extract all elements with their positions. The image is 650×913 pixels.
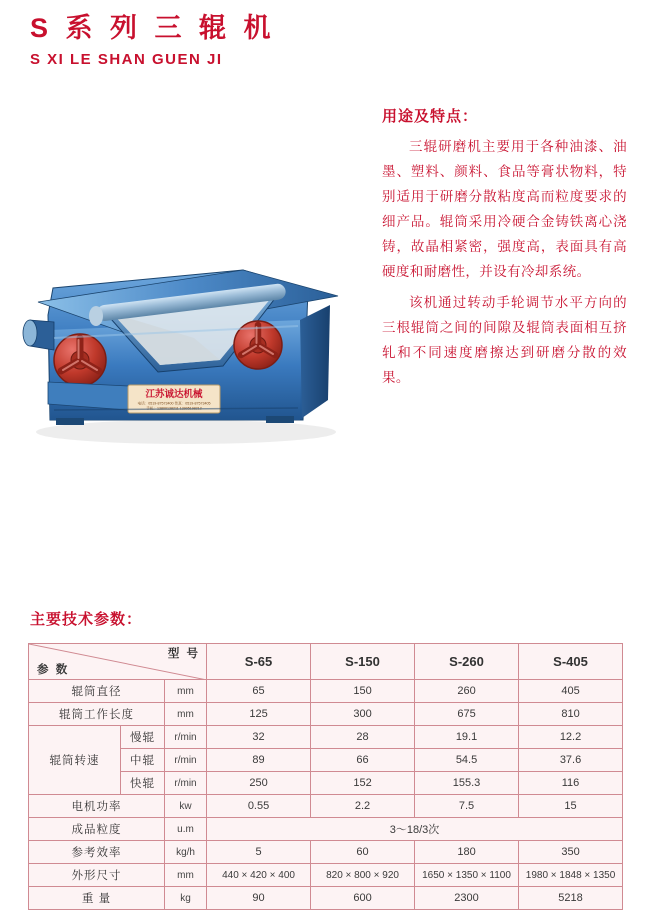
row-sublabel-fast-roller: 快辊 [121,772,165,795]
cell-roller-diameter-s405: 405 [519,680,623,703]
cell-slow-roller-s405: 12.2 [519,726,623,749]
cell-roller-length-s405: 810 [519,703,623,726]
model-header-3: S-260 [415,644,519,680]
cell-dimensions-s65: 440 × 420 × 400 [207,864,311,887]
page-title-en: S XI LE SHAN GUEN JI [30,50,223,68]
row-unit-fineness: u.m [165,818,207,841]
corner-param-label: 参 数 [37,664,70,676]
description-paragraph-1: 三辊研磨机主要用于各种油漆、油墨、塑料、颜料、食品等膏状物料，特别适用于研磨分散粘度高而粒度要求的细产品。辊筒采用冷硬合金铸铁离心浇铸，故晶相紧密，强度高，表面具有高硬度和耐磨性，并设有冷却系统。 [382,139,627,279]
cell-capacity-s65: 5 [207,841,311,864]
cell-weight-s405: 5218 [519,887,623,910]
row-unit-roller-length: mm [165,703,207,726]
table-row [29,726,623,749]
cell-middle-roller-s405: 37.6 [519,749,623,772]
description-heading: 用途及特点： [382,108,479,125]
table-row [29,680,623,703]
table-row [29,841,623,864]
spec-table [28,643,623,910]
spec-heading: 主要技术参数： [30,611,143,628]
cell-motor-power-s150: 2.2 [311,795,415,818]
description-paragraph-2: 该机通过转动手轮调节水平方向的三根辊筒之间的间隙及辊筒表面相互挤轧和不同速度磨擦达到研磨分散的效果。 [382,294,627,385]
model-header-4: S-405 [519,644,623,680]
foot-right [266,416,294,423]
foot-left [56,418,84,425]
cell-middle-roller-s65: 89 [207,749,311,772]
left-shaft-end [23,320,37,346]
row-unit-motor-power: kw [165,795,207,818]
cell-weight-s65: 90 [207,887,311,910]
row-unit-slow-roller: r/min [165,726,207,749]
nameplate-brand: 江苏诚达机械 [145,389,203,400]
row-label-roller-speed: 辊筒转速 [29,726,121,795]
table-row [29,864,623,887]
cell-dimensions-s260: 1650 × 1350 × 1100 [415,864,519,887]
cell-slow-roller-s260: 19.1 [415,726,519,749]
cell-motor-power-s65: 0.55 [207,795,311,818]
cell-roller-diameter-s150: 150 [311,680,415,703]
cell-motor-power-s405: 15 [519,795,623,818]
cell-motor-power-s260: 7.5 [415,795,519,818]
cell-capacity-s405: 350 [519,841,623,864]
cell-weight-s150: 600 [311,887,415,910]
model-header-2: S-150 [311,644,415,680]
row-label-dimensions: 外形尺寸 [29,864,165,887]
cell-dimensions-s405: 1980 × 1848 × 1350 [519,864,623,887]
cell-fineness-all-models: 3～18/3次 [207,818,623,841]
cell-capacity-s260: 180 [415,841,519,864]
corner-model-label: 型 号 [167,648,201,660]
corner-header-cell [29,644,207,680]
table-row [29,703,623,726]
right-side-panel [300,305,330,418]
row-label-weight: 重 量 [29,887,165,910]
cell-roller-length-s260: 675 [415,703,519,726]
page-title-cn: S 系 列 三 辊 机 [30,13,276,43]
row-label-motor-power: 电机功率 [29,795,165,818]
cell-roller-diameter-s65: 65 [207,680,311,703]
row-label-capacity: 参考效率 [29,841,165,864]
cell-roller-length-s150: 300 [311,703,415,726]
row-unit-fast-roller: r/min [165,772,207,795]
table-header-row [29,644,623,680]
cell-fast-roller-s65: 250 [207,772,311,795]
spec-table-wrapper [28,643,622,910]
row-label-roller-length: 辊筒工作长度 [29,703,165,726]
row-unit-middle-roller: r/min [165,749,207,772]
cell-middle-roller-s150: 66 [311,749,415,772]
cell-middle-roller-s260: 54.5 [415,749,519,772]
row-label-roller-diameter: 辊筒直径 [29,680,165,703]
description-column [382,105,627,397]
cell-roller-length-s65: 125 [207,703,311,726]
model-header-1: S-65 [207,644,311,680]
machine-illustration [8,170,368,470]
row-unit-dimensions: mm [165,864,207,887]
cell-fast-roller-s405: 116 [519,772,623,795]
title-block [30,14,276,68]
cell-fast-roller-s150: 152 [311,772,415,795]
cell-roller-diameter-s260: 260 [415,680,519,703]
table-row [29,795,623,818]
row-sublabel-middle-roller: 中辊 [121,749,165,772]
handwheel-left [54,334,106,386]
cell-weight-s260: 2300 [415,887,519,910]
row-sublabel-slow-roller: 慢辊 [121,726,165,749]
row-unit-capacity: kg/h [165,841,207,864]
cell-capacity-s150: 60 [311,841,415,864]
cell-dimensions-s150: 820 × 800 × 920 [311,864,415,887]
row-unit-weight: kg [165,887,207,910]
cell-slow-roller-s65: 32 [207,726,311,749]
roller-end-cap [89,306,103,326]
row-label-fineness: 成品粒度 [29,818,165,841]
table-row [29,887,623,910]
row-unit-roller-diameter: mm [165,680,207,703]
cell-slow-roller-s150: 28 [311,726,415,749]
table-row [29,818,623,841]
cell-fast-roller-s260: 155.3 [415,772,519,795]
svg-text:电话：0519-87573400 传真：0519-875: 电话：0519-87573400 传真：0519-87573405 [137,401,211,406]
